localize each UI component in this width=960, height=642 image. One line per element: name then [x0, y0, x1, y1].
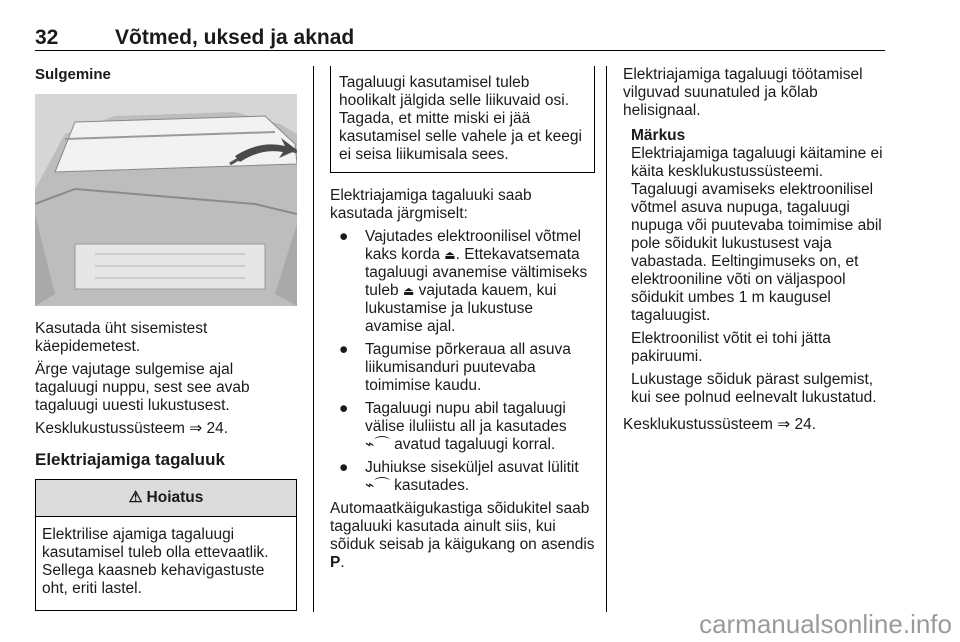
warning-title: Hoiatus	[146, 489, 204, 506]
warning-triangle-icon: ⚠	[128, 489, 143, 506]
note-text: Elektriajamiga tagaluugi käitamine ei käita kesklukustussüsteemi. Tagaluugi avamiseks elektroonilisel võtmel asuva nupuga, tagaluugi nupuga või puutevaba toimimise abil pole sõidukit lukustusest vaja vabastada. Eeltingimuseks on, et elektrooniline võti on väljaspool sõidukit umbes 1 m kaugusel tagaluugist.	[631, 145, 883, 324]
warning-continued-text: Tagaluugi kasutamisel tuleb hoolikalt jälgida selle liikuvaid osi. Tagada, et mitte miski ei jää kasutamisel selle vahele ja et keegi ei seisa liikumisala sees.	[339, 74, 582, 163]
note-text: Lukustage sõiduk pärast sulgemist, kui see polnud eelnevalt lukustatud.	[631, 371, 877, 406]
closing-instruction: Kasutada üht sisemistest käepidemetest.	[35, 320, 208, 355]
closing-paragraph	[330, 500, 595, 572]
bullet-text: kasutades.	[394, 477, 470, 494]
warning-header	[36, 480, 296, 517]
list-item	[330, 341, 595, 395]
bullet-dot: ●	[339, 341, 349, 358]
watermark: carmanualsonline.info	[699, 609, 952, 639]
ref-label: Kesklukustussüsteem	[623, 416, 773, 433]
bullet-text: . Ettekavatsemata tagaluugi avanemise vältimiseks tuleb	[365, 246, 588, 299]
cross-reference	[623, 416, 888, 434]
column-left	[35, 66, 297, 611]
bullet-dot: ●	[339, 459, 349, 476]
page-header	[35, 12, 885, 51]
tailgate-open-icon: ⌁⌒	[365, 477, 390, 494]
bullet-text: Tagumise põrkeraua all asuva liikumisanduri puutevaba toimimise kaudu.	[365, 341, 571, 394]
tailgate-illustration	[35, 94, 297, 306]
ref-arrow-icon: ⇒	[777, 416, 791, 433]
column-divider	[313, 66, 314, 612]
intro-text: Elektriajamiga tagaluuki saab kasutada järgmiselt:	[330, 187, 532, 222]
tailgate-key-icon: ⏏	[402, 284, 415, 298]
paragraph-text: Automaatkäigukastiga sõidukitel saab tagaluuki kasutada ainult siis, kui sõiduk seisab ja käigukang on asendis	[330, 500, 595, 553]
bullet-text: Vajutades elektroonilisel võtmel kaks korda	[365, 228, 581, 263]
column-divider	[606, 66, 607, 612]
bullet-text: vajutada kauem, kui lukustamise ja lukustuse avamise ajal.	[365, 282, 557, 335]
list-item	[330, 459, 595, 495]
bullet-text: Tagaluugi nupu abil tagaluugi välise iluliistu all ja kasutades	[365, 400, 567, 435]
bullet-dot: ●	[339, 228, 349, 245]
list-item	[330, 400, 595, 454]
page-number: 32	[35, 26, 59, 49]
bullet-text: avatud tagaluugi korral.	[394, 436, 556, 453]
ref-label: Kesklukustussüsteem	[35, 420, 185, 437]
warning-box-continued	[330, 66, 595, 173]
section-heading: Elektriajamiga tagaluuk	[35, 450, 225, 469]
paragraph-text: .	[340, 554, 345, 571]
note-block	[623, 127, 888, 407]
tailgate-open-icon: ⌁⌒	[365, 436, 390, 453]
tailgate-drawing	[35, 94, 297, 306]
bullet-text: Juhiukse siseküljel asuvat lülitit	[365, 459, 579, 476]
warning-box	[35, 479, 297, 611]
ref-arrow-icon: ⇒	[189, 420, 203, 437]
note-text: Elektroonilist võtit ei tohi jätta pakiruumi.	[631, 330, 831, 365]
bullet-dot: ●	[339, 400, 349, 417]
cross-reference	[35, 420, 297, 438]
signal-text: Elektriajamiga tagaluugi töötamisel vilguvad suunatuled ja kõlab helisignaal.	[623, 66, 863, 119]
column-middle	[330, 66, 595, 572]
chapter-title: Võtmed, uksed ja aknad	[115, 26, 355, 49]
column-right	[623, 66, 888, 434]
ref-page: 24.	[206, 420, 229, 437]
closing-warning-text: Ärge vajutage sulgemise ajal tagaluugi nuppu, sest see avab tagaluugi uuesti lukustusest.	[35, 361, 250, 414]
gear-position: P	[330, 554, 341, 571]
warning-body: Elektrilise ajamiga tagaluugi kasutamisel tuleb olla ettevaatlik. Sellega kaasneb kehavigastuste oht, eriti lastel.	[42, 526, 269, 597]
subheading-closing: Sulgemine	[35, 66, 111, 83]
note-title: Märkus	[631, 127, 686, 144]
list-item	[330, 228, 595, 336]
tailgate-key-icon: ⏏	[444, 248, 456, 262]
ref-page: 24.	[794, 416, 817, 433]
